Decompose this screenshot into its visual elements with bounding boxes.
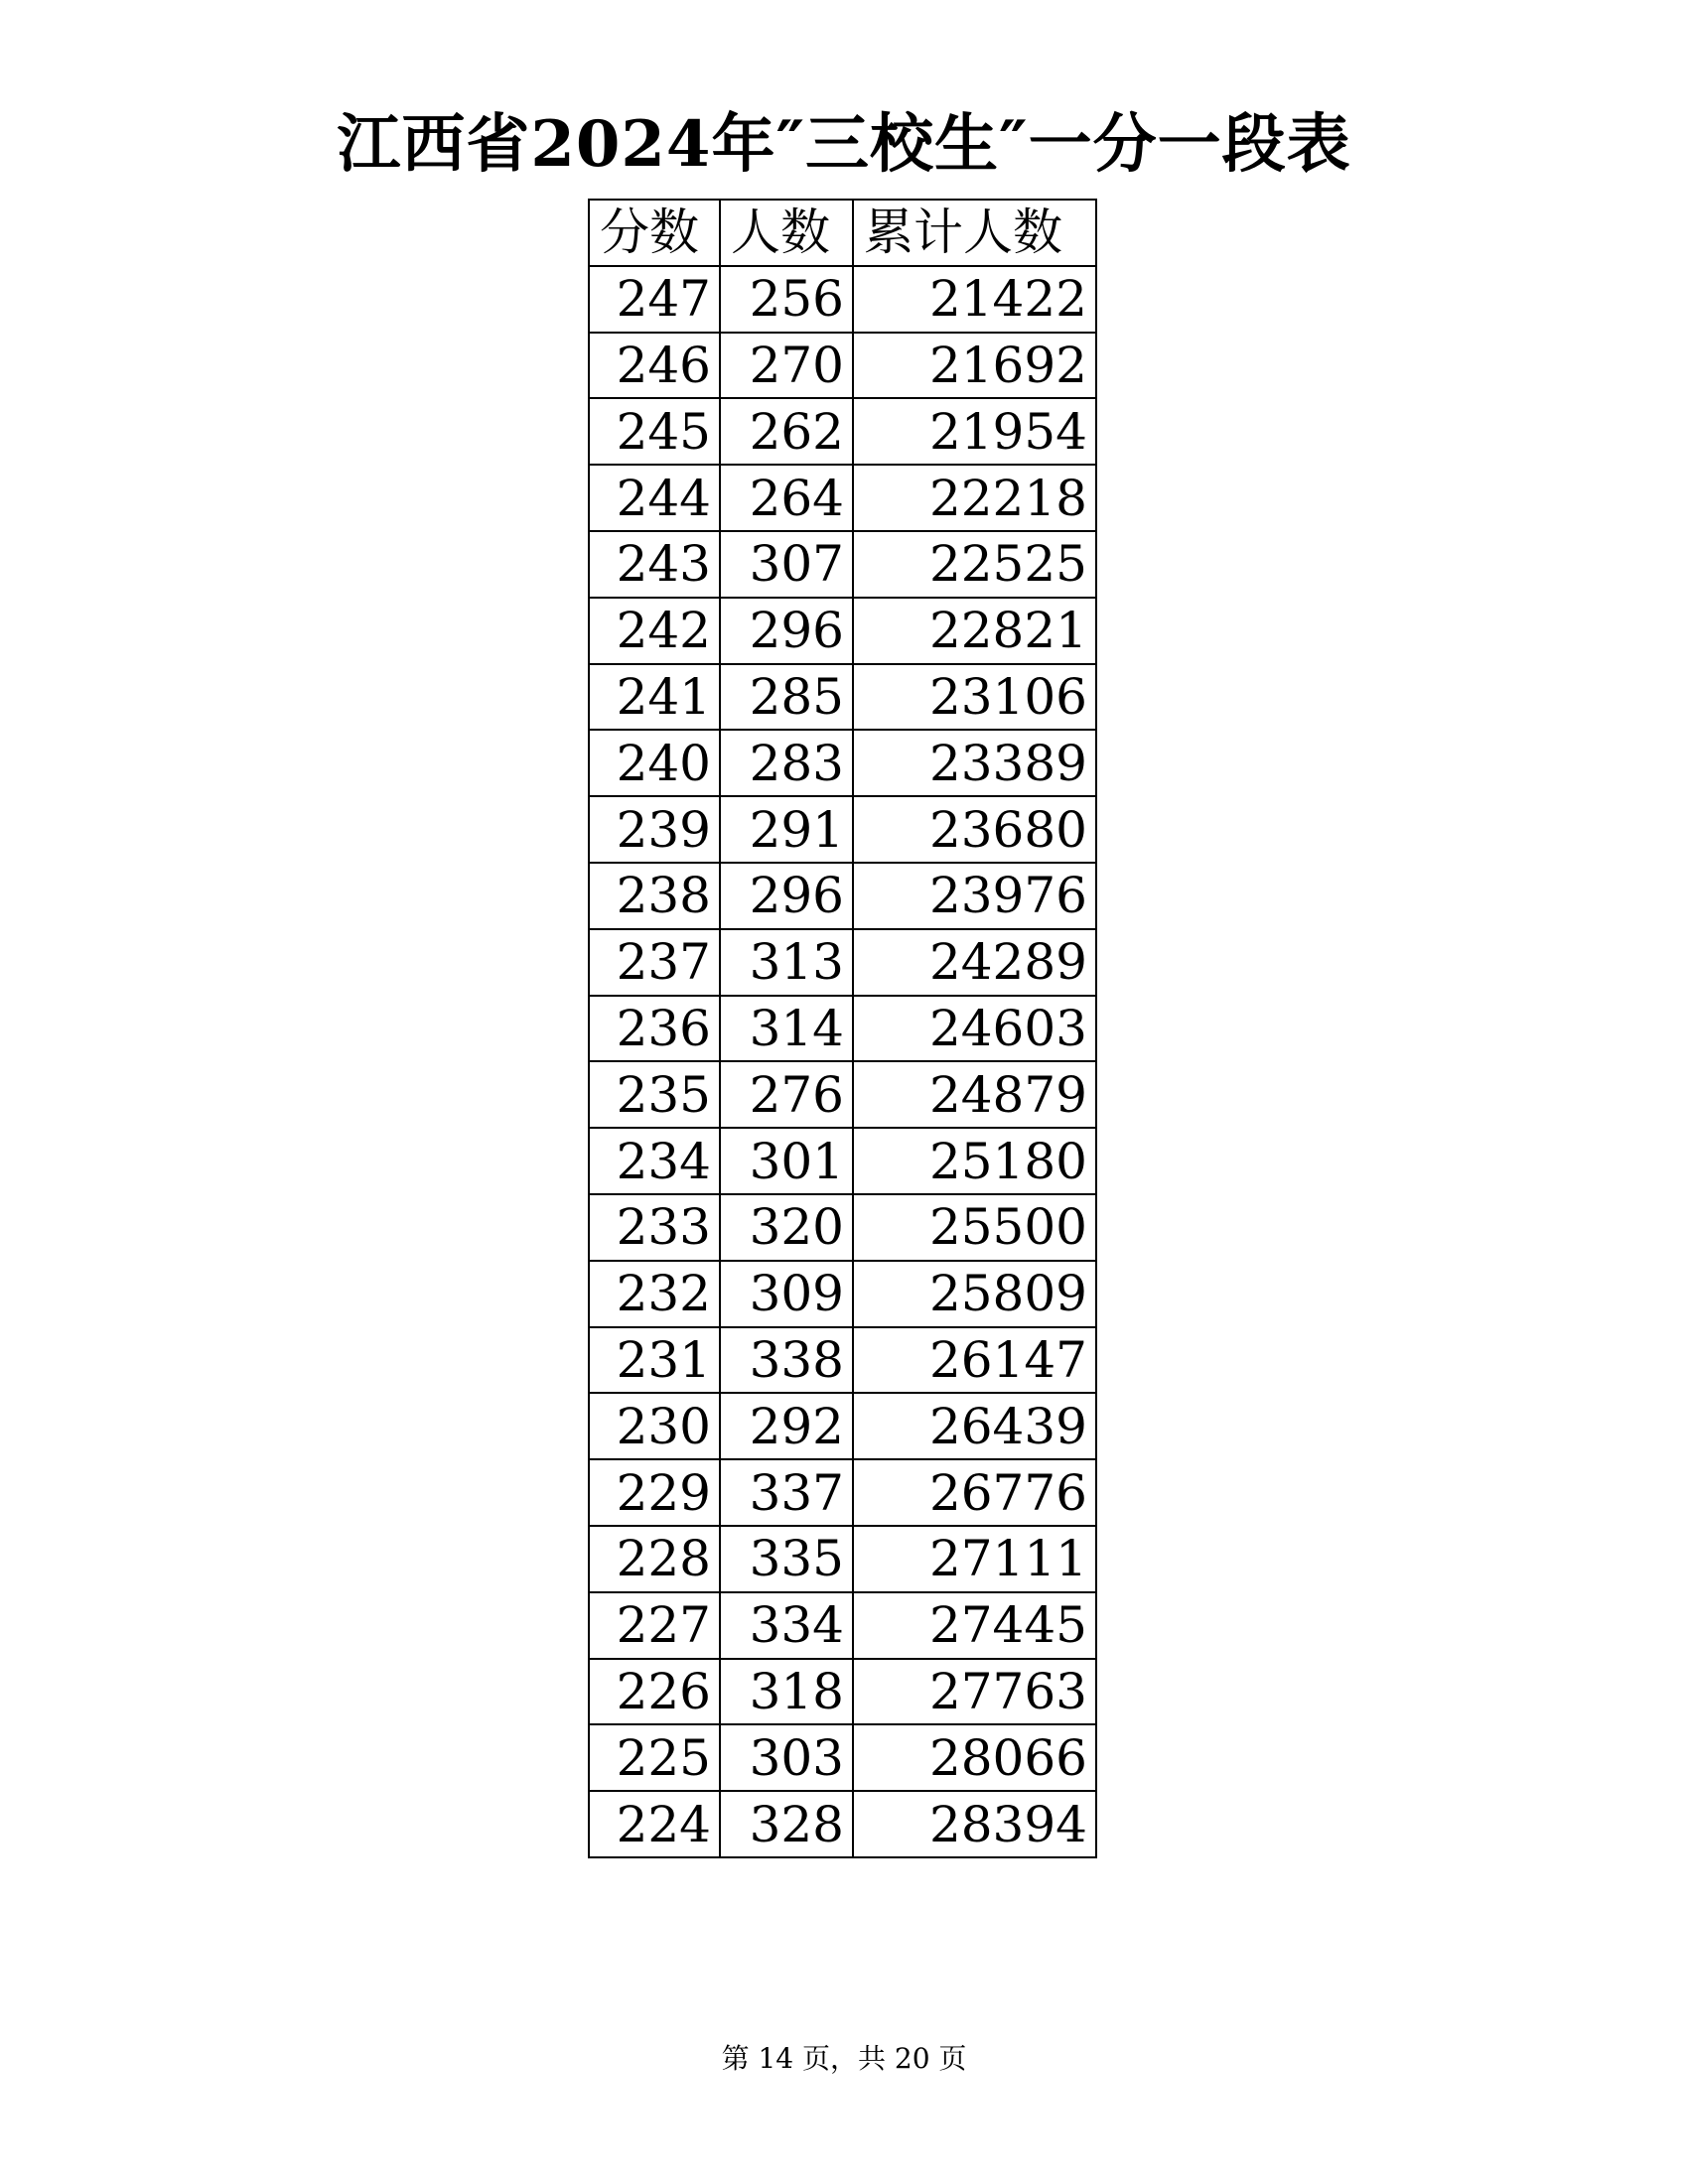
cell-score: 236 (589, 996, 720, 1062)
cell-cumulative-count: 26147 (853, 1327, 1096, 1394)
cell-cumulative-count: 21954 (853, 398, 1096, 465)
table-row (589, 598, 1096, 664)
cell-count: 320 (720, 1194, 853, 1261)
table-row (589, 266, 1096, 333)
cell-cumulative-count: 23680 (853, 796, 1096, 863)
cell-count: 303 (720, 1724, 853, 1791)
cell-count: 270 (720, 333, 853, 399)
cell-score: 238 (589, 863, 720, 929)
table-row (589, 996, 1096, 1062)
cell-cumulative-count: 21422 (853, 266, 1096, 333)
cell-count: 313 (720, 929, 853, 996)
cell-count: 328 (720, 1791, 853, 1857)
cell-score: 224 (589, 1791, 720, 1857)
cell-count: 296 (720, 863, 853, 929)
cell-score: 228 (589, 1526, 720, 1592)
cell-score: 240 (589, 730, 720, 796)
table-row (589, 1327, 1096, 1394)
cell-cumulative-count: 21692 (853, 333, 1096, 399)
table-row (589, 465, 1096, 531)
cell-cumulative-count: 27111 (853, 1526, 1096, 1592)
cell-score: 241 (589, 664, 720, 731)
table-row (589, 1128, 1096, 1194)
table-row (589, 1659, 1096, 1725)
cell-count: 276 (720, 1061, 853, 1128)
table-row (589, 1459, 1096, 1526)
cell-cumulative-count: 28394 (853, 1791, 1096, 1857)
cell-score: 231 (589, 1327, 720, 1394)
table-row (589, 333, 1096, 399)
table-row (589, 796, 1096, 863)
cell-cumulative-count: 22525 (853, 531, 1096, 598)
table-row (589, 929, 1096, 996)
cell-score: 242 (589, 598, 720, 664)
cell-count: 296 (720, 598, 853, 664)
table-row (589, 398, 1096, 465)
cell-cumulative-count: 24289 (853, 929, 1096, 996)
cell-cumulative-count: 23976 (853, 863, 1096, 929)
cell-cumulative-count: 26776 (853, 1459, 1096, 1526)
cell-count: 291 (720, 796, 853, 863)
score-distribution-table (588, 199, 1097, 1858)
table-row (589, 1526, 1096, 1592)
header-count: 人数 (720, 200, 853, 266)
page-title: 江西省2024年″三校生″一分一段表 (337, 107, 1351, 182)
table-row (589, 1791, 1096, 1857)
cell-cumulative-count: 26439 (853, 1393, 1096, 1459)
cell-count: 256 (720, 266, 853, 333)
cell-score: 226 (589, 1659, 720, 1725)
cell-cumulative-count: 23106 (853, 664, 1096, 731)
cell-count: 264 (720, 465, 853, 531)
cell-score: 245 (589, 398, 720, 465)
table-row (589, 863, 1096, 929)
table-row (589, 1592, 1096, 1659)
table-row (589, 1393, 1096, 1459)
cell-cumulative-count: 27763 (853, 1659, 1096, 1725)
cell-cumulative-count: 27445 (853, 1592, 1096, 1659)
cell-cumulative-count: 28066 (853, 1724, 1096, 1791)
header-cumulative-count: 累计人数 (853, 200, 1096, 266)
table-header (589, 200, 1096, 266)
cell-count: 292 (720, 1393, 853, 1459)
table-row (589, 531, 1096, 598)
page-number-footer: 第 14 页，共 20 页 (721, 2042, 967, 2075)
cell-cumulative-count: 23389 (853, 730, 1096, 796)
header-score: 分数 (589, 200, 720, 266)
cell-cumulative-count: 22218 (853, 465, 1096, 531)
cell-score: 230 (589, 1393, 720, 1459)
cell-cumulative-count: 22821 (853, 598, 1096, 664)
cell-score: 235 (589, 1061, 720, 1128)
cell-count: 283 (720, 730, 853, 796)
cell-cumulative-count: 25500 (853, 1194, 1096, 1261)
table-row (589, 730, 1096, 796)
cell-count: 301 (720, 1128, 853, 1194)
cell-cumulative-count: 24879 (853, 1061, 1096, 1128)
table-row (589, 1194, 1096, 1261)
table-row (589, 1261, 1096, 1327)
cell-count: 338 (720, 1327, 853, 1394)
cell-count: 334 (720, 1592, 853, 1659)
cell-count: 337 (720, 1459, 853, 1526)
cell-score: 244 (589, 465, 720, 531)
table-body (589, 266, 1096, 1857)
cell-score: 237 (589, 929, 720, 996)
cell-count: 314 (720, 996, 853, 1062)
cell-count: 318 (720, 1659, 853, 1725)
header-row (589, 200, 1096, 266)
cell-cumulative-count: 25809 (853, 1261, 1096, 1327)
cell-score: 229 (589, 1459, 720, 1526)
cell-count: 335 (720, 1526, 853, 1592)
cell-score: 243 (589, 531, 720, 598)
cell-count: 309 (720, 1261, 853, 1327)
table-row (589, 1724, 1096, 1791)
cell-score: 233 (589, 1194, 720, 1261)
table-row (589, 664, 1096, 731)
cell-score: 234 (589, 1128, 720, 1194)
cell-score: 247 (589, 266, 720, 333)
table-row (589, 1061, 1096, 1128)
cell-cumulative-count: 24603 (853, 996, 1096, 1062)
cell-count: 285 (720, 664, 853, 731)
cell-score: 227 (589, 1592, 720, 1659)
cell-score: 246 (589, 333, 720, 399)
cell-count: 262 (720, 398, 853, 465)
cell-score: 232 (589, 1261, 720, 1327)
cell-score: 225 (589, 1724, 720, 1791)
cell-score: 239 (589, 796, 720, 863)
cell-cumulative-count: 25180 (853, 1128, 1096, 1194)
cell-count: 307 (720, 531, 853, 598)
